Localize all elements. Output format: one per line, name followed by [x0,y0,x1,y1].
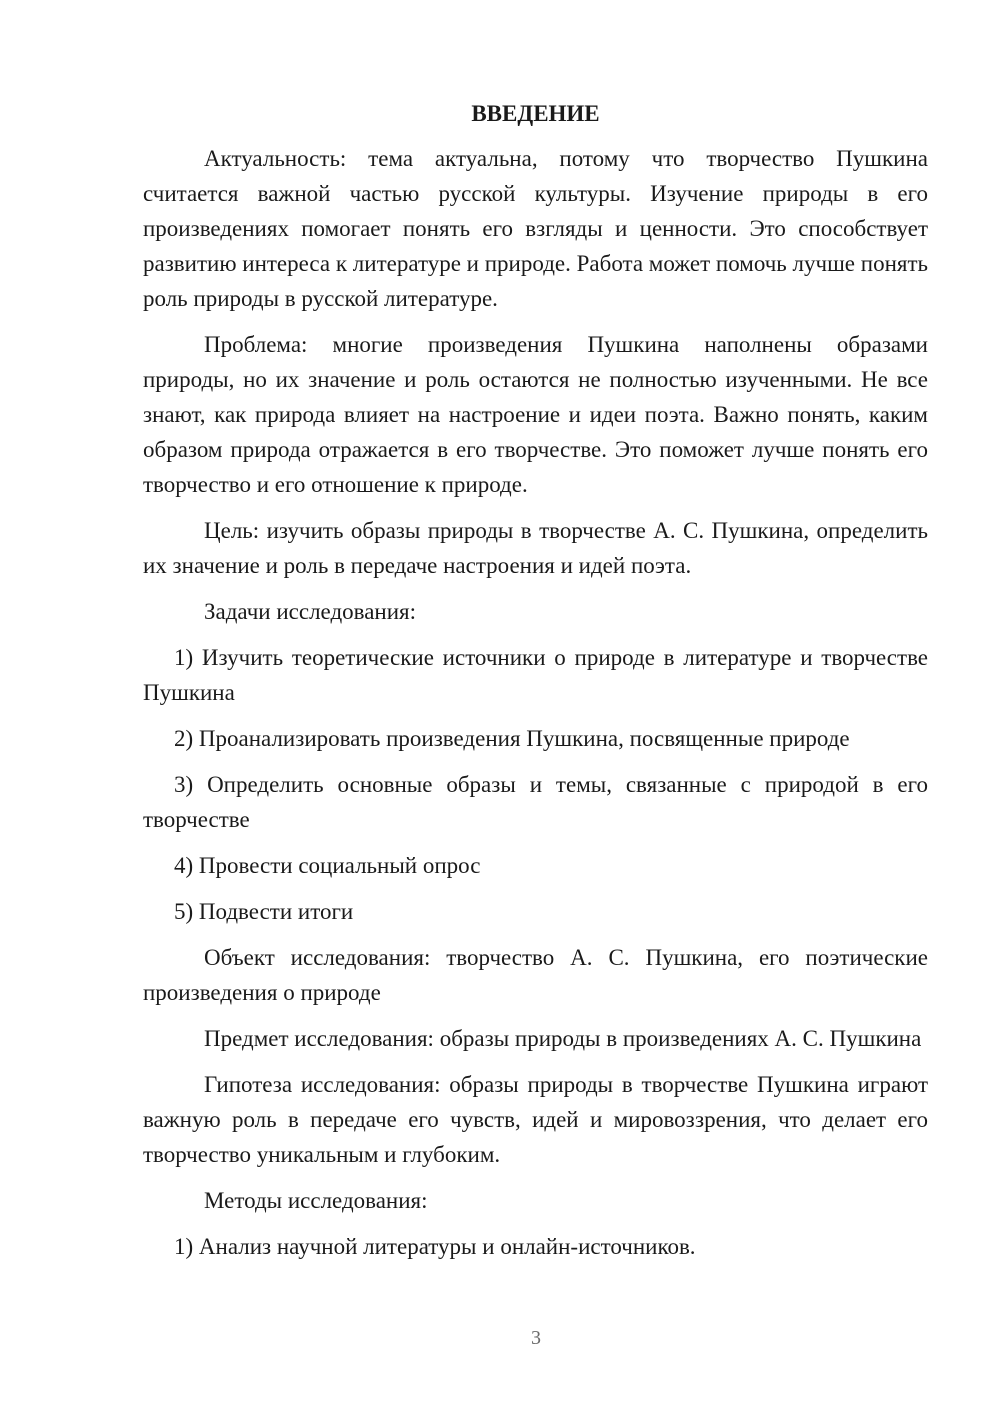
task-item: 3) Определить основные образы и темы, связанные с природой в его творчестве [143,772,928,832]
paragraph-goal: Цель: изучить образы природы в творчестве А. С. Пушкина, определить их значение и роль в передаче настроения и идей поэта. [143,518,928,578]
page-content [143,96,928,1275]
task-item: 5) Подвести итоги [174,899,354,924]
task-item: 2) Проанализировать произведения Пушкина, посвященные природе [174,726,850,751]
method-item: 1) Анализ научной литературы и онлайн-источников. [174,1234,696,1259]
tasks-heading: Задачи исследования: [204,599,417,624]
section-title: ВВЕДЕНИЕ [471,101,600,126]
page-number: 3 [531,1327,541,1349]
paragraph-hypothesis: Гипотеза исследования: образы природы в творчестве Пушкина играют важную роль в передаче его чувств, идей и мировоззрения, что делает его творчество уникальным и глубоким. [143,1072,928,1167]
methods-heading: Методы исследования: [204,1188,428,1213]
task-item: 1) Изучить теоретические источники о природе в литературе и творчестве Пушкина [143,645,928,705]
paragraph-object: Объект исследования: творчество А. С. Пушкина, его поэтические произведения о природе [143,945,928,1005]
task-item: 4) Провести социальный опрос [174,853,481,878]
paragraph-relevance: Актуальность: тема актуальна, потому что творчество Пушкина считается важной частью русской культуры. Изучение природы в его произведениях помогает понять его взгляды и ценности. Это способствует развитию интереса к литературе и природе. Работа может помочь лучше понять роль природы в русской литературе. [143,146,928,311]
paragraph-problem: Проблема: многие произведения Пушкина наполнены образами природы, но их значение и роль остаются не полностью изученными. Не все знают, как природа влияет на настроение и идеи поэта. Важно понять, каким образом природа отражается в его творчестве. Это поможет лучше понять его творчество и его отношение к природе. [143,332,928,497]
paragraph-subject: Предмет исследования: образы природы в произведениях А. С. Пушкина [204,1026,922,1051]
